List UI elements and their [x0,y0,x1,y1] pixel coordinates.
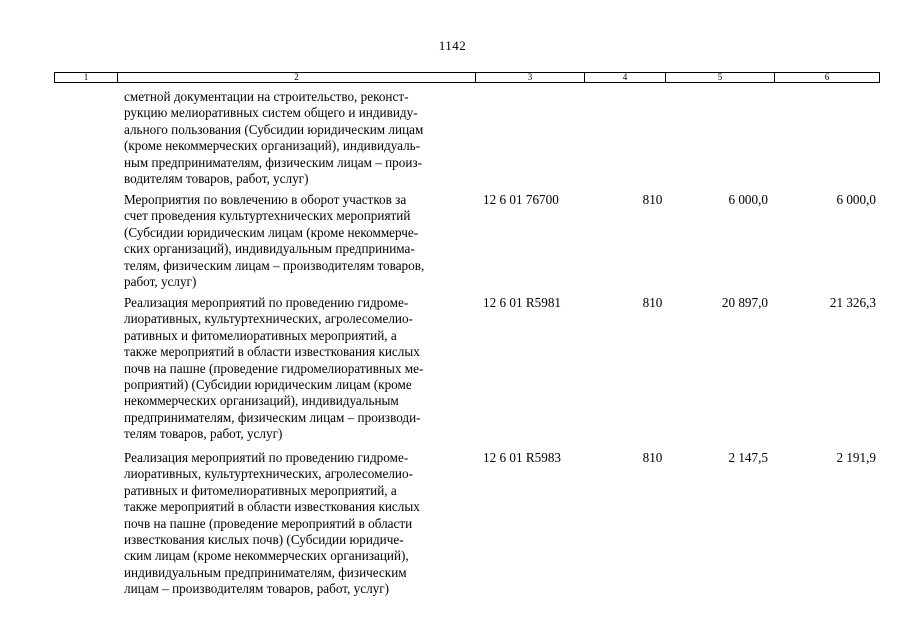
column-header-4: 4 [585,73,666,82]
row-description: Реализация мероприятий по проведению гидроме- лиоративных, культуртехнических, агролесомелио- ративных и фитомелиоративных мероприятий, а также мероприятий в области известкования кислых почв на пашне (проведение мероприятий в области известкования кислых почв) (Субсидии юридиче- ским лицам (кроме некоммерческих организаций), индивидуальным предпринимателям, физическим лицам – производителям товаров, работ, услуг) [124,450,420,597]
row-value-col6: 6 000,0 [836,192,876,207]
row-value-col5: 6 000,0 [728,192,768,207]
row-expense-type: 810 [642,295,663,310]
column-header-1: 1 [55,73,118,82]
row-expense-type: 810 [642,450,663,465]
column-header-3: 3 [476,73,585,82]
row-code: 12 6 01 76700 [483,192,559,207]
column-header-6: 6 [824,72,830,82]
row-value-col5: 20 897,0 [721,295,768,310]
row-expense-type: 810 [642,192,663,207]
column-header-5: 5 [666,73,775,82]
row-description: Мероприятия по вовлечению в оборот участков за счет проведения культуртехнических мероприятий (Субсидии юридическим лицам (кроме некоммерче- ских организаций), индивидуальным предпринима- телям, физическим лицам – производителям товаров, работ, услуг) [124,192,425,290]
row-description: сметной документации на строительство, реконст- рукцию мелиоративных систем общего и индивиду- ального пользования (Субсидии юридическим лицам (кроме некоммерческих организаций), индивидуаль- ным предпринимателям, физическим лицам – произ- водителям товаров, работ, услуг) [124,89,424,187]
row-value-col6: 21 326,3 [829,295,876,310]
row-value-col5: 2 147,5 [728,450,768,465]
column-header-2: 2 [118,73,476,82]
table-header-row [54,72,880,83]
page-number: 1142 [438,38,467,53]
row-value-col6: 2 191,9 [836,450,876,465]
row-code: 12 6 01 R5981 [483,295,562,310]
row-code: 12 6 01 R5983 [483,450,562,465]
row-description: Реализация мероприятий по проведению гидроме- лиоративных, культуртехнических, агролесомелио- ративных и фитомелиоративных мероприятий, а также мероприятий в области известкования кислых почв на пашне (проведение гидромелиоративных ме- роприятий) (Субсидии юридическим лицам (кроме некоммерческих организаций), индивидуальным предпринимателям, физическим лицам – производи- телям товаров, работ, услуг) [124,295,424,442]
